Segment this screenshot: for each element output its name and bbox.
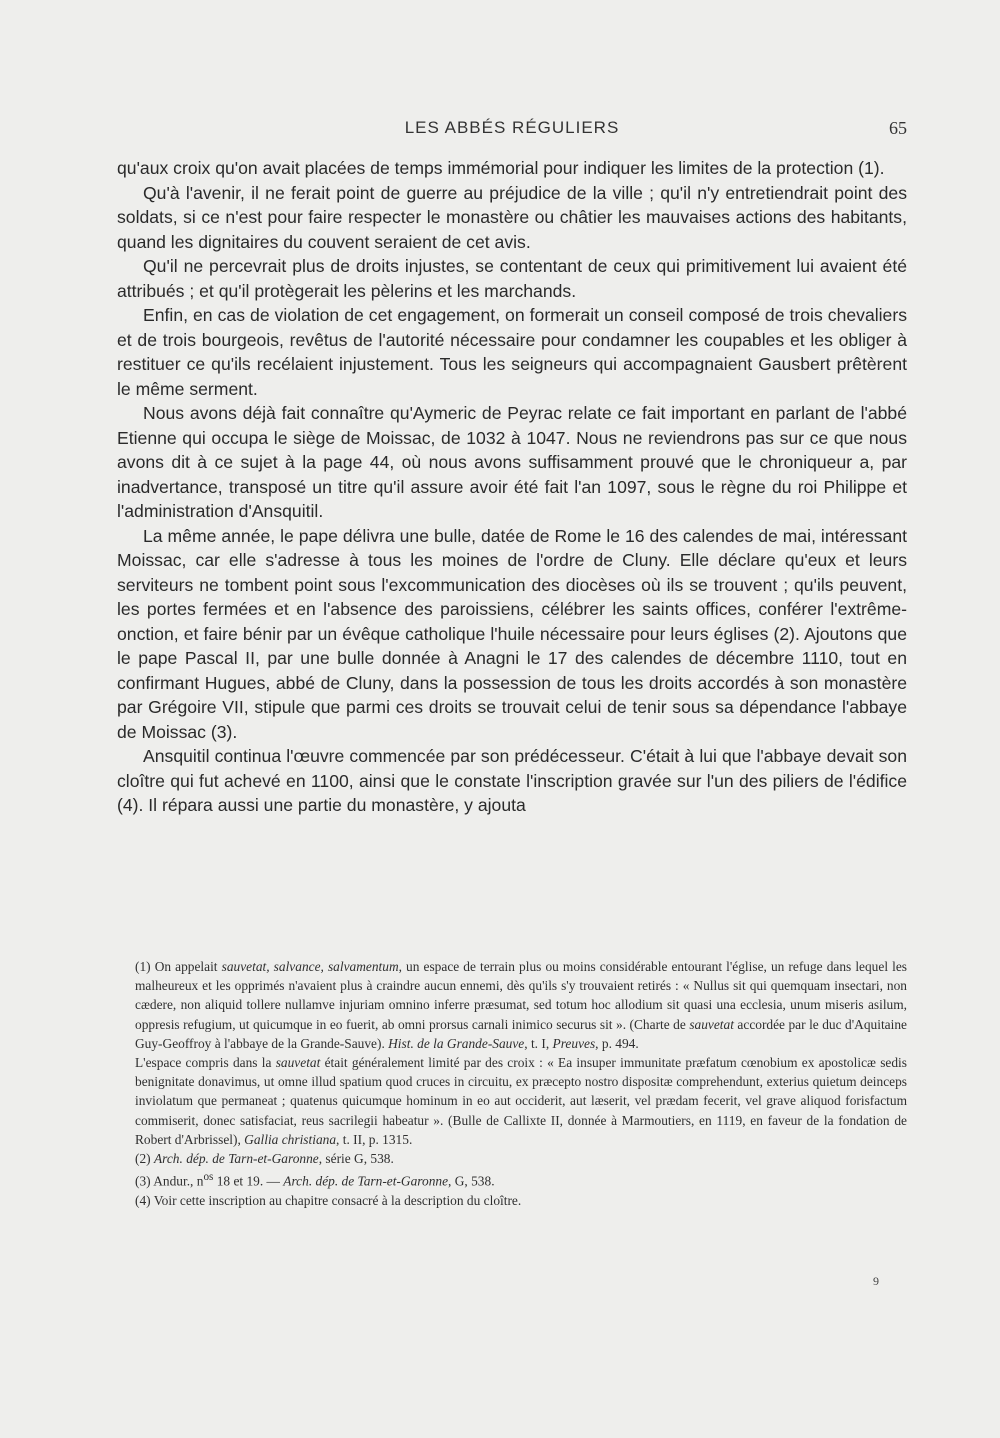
footnote-1	[135, 957, 907, 1053]
footnote-2	[135, 1149, 907, 1168]
footnote-italic: Gallia christiana	[244, 1131, 337, 1147]
paragraph: Qu'à l'avenir, il ne ferait point de guerre au préjudice de la ville ; qu'il n'y entretiendrait point des soldats, si ce n'est pour faire respecter le monastère ou châtier les mauvaises actions des habitants, quand les dignitaires du couvent seraient de cet avis.	[117, 182, 907, 252]
footnote-italic: sauvetat, salvance, salvamentum	[221, 959, 399, 974]
paragraph: Qu'il ne percevrait plus de droits injustes, se contentant de ceux qui primitivement lui avaient été attribués ; et qu'il protègerait les pèlerins et les marchands.	[117, 256, 907, 301]
footnote-text: (1) On appelait	[135, 959, 222, 974]
signature-mark: 9	[873, 1274, 879, 1288]
footnote-italic: Arch. dép. de Tarn-et-Garonne	[283, 1173, 449, 1189]
footnote-text: (2)	[135, 1151, 154, 1167]
footnote-text: , t. I,	[524, 1035, 553, 1051]
footnote-superscript: os	[203, 1171, 214, 1184]
footnote-text: , p. 494.	[595, 1035, 639, 1051]
running-title: LES ABBÉS RÉGULIERS	[404, 118, 620, 137]
footnote-text: , série G, 538.	[318, 1151, 394, 1167]
footnote-text: , un espace de terrain plus ou moins considérable entourant l'église, un refuge dans lequel les malheureux et les opprimés n'avaient plus à craindre aucun ennemi, dès qu'ils s'y trouvaient retirés : « Nullus sit qui quemquam insectari, non cædere, non aliquid tollere nullamve injuriam omnino inferre præsumat, sed totum hoc allodium sit quasi una ecclesia, unum miseris asilum, oppresis refugium, ut quicumque in eo fuerit, ab omni prorsus carnali inimico securus sit ». (Charte de	[135, 959, 908, 1032]
page-number: 65	[889, 118, 907, 138]
paragraph: Nous avons déjà fait connaître qu'Aymeric de Peyrac relate ce fait important en parlant de l'abbé Etienne qui occupa le siège de Moissac, de 1032 à 1047. Nous ne reviendrons pas sur ce que nous avons dit à ce sujet à la page 44, où nous avons suffisamment prouvé que le chroniqueur a, par inadvertance, transposé un titre qu'il assure avoir été fait l'an 1097, sous le règne du roi Philippe et l'administration d'Ansquitil.	[117, 403, 907, 521]
footnote-text: , t. II, p. 1315.	[336, 1131, 413, 1147]
footnote-text: (3) Andur., n	[135, 1173, 204, 1189]
footnote-1-continued	[135, 1053, 907, 1149]
footnote-3	[135, 1168, 907, 1191]
paragraph: La même année, le pape délivra une bulle, datée de Rome le 16 des calendes de mai, intéressant Moissac, car elle s'adresse à tous les moines de l'ordre de Cluny. Elle déclare qu'eux et leurs serviteurs ne tombent point sous l'excommunication des diocèses où ils se trouvent ; qu'ils peuvent, les portes fermées et en l'absence des paroissiens, célébrer les saints offices, conférer l'extrême-onction, et faire bénir par un évêque catholique l'huile nécessaire pour leurs églises (2). Ajoutons que le pape Pascal II, par une bulle donnée à Anagni le 17 des calendes de décembre 1110, tout en confirmant Hugues, abbé de Cluny, dans la possession de tous les droits accordés à son monastère par Grégoire VII, stipule que parmi ces droits se trouvait celui de tenir sous sa dépendance l'abbaye de Moissac (3).	[117, 525, 907, 742]
footnote-4: (4) Voir cette inscription au chapitre consacré à la description du cloître.	[135, 1192, 522, 1208]
footnote-italic: Hist. de la Grande-Sauve	[388, 1035, 525, 1051]
paragraph: qu'aux croix qu'on avait placées de temps immémorial pour indiquer les limites de la protection (1).	[117, 158, 885, 178]
paragraph: Enfin, en cas de violation de cet engagement, on formerait un conseil composé de trois chevaliers et de trois bourgeois, revêtus de l'autorité nécessaire pour condamner les coupables et les obliger à restituer ce qu'ils recélaient injustement. Tous les seigneurs qui accompagnaient Gausbert prêtèrent le même serment.	[117, 305, 907, 399]
footnote-italic: sauvetat	[689, 1016, 734, 1032]
page-header	[117, 118, 907, 144]
footnote-text: , G, 538.	[448, 1173, 495, 1189]
footnote-text: accordée par le duc d'Aquitaine Guy-Geoffroy à l'abbaye de la Grande-Sauve).	[135, 1016, 907, 1051]
footnote-italic: Arch. dép. de Tarn-et-Garonne	[153, 1151, 319, 1167]
paragraph: Ansquitil continua l'œuvre commencée par son prédécesseur. C'était à lui que l'abbaye devait son cloître qui fut achevé en 1100, ainsi que le constate l'inscription gravée sur l'un des piliers de l'édifice (4). Il répara aussi une partie du monastère, y ajouta	[117, 746, 907, 815]
footnote-text: 18 et 19. —	[213, 1173, 284, 1189]
footnote-text: L'espace compris dans la	[135, 1055, 276, 1071]
footnote-italic: sauvetat	[275, 1055, 321, 1071]
footnote-italic: Preuves	[552, 1035, 596, 1051]
footnotes	[135, 957, 907, 1210]
main-text	[117, 156, 907, 818]
footnote-text: était généralement limité par des croix : « Ea insuper immunitate præfatum cœnobium ex apostolicæ sedis benignitate donavimus, ut omne illud spatium quod cruces in circuitu, ex præcepto nostro dispositæ comprehendunt, exterius quietum deinceps inviolatum que permaneat ; quatenus quicumque hominum in eo aut occiderit, aut læserit, vel prædam fecerit, vel grave aliquod forisfactum commiserit, donec satisfaciat, reus sacrilegii habeatur ». (Bulle de Callixte II, donnée à Marmoutiers, en 1119, en faveur de la fondation de Robert d'Arbrissel),	[135, 1055, 907, 1147]
